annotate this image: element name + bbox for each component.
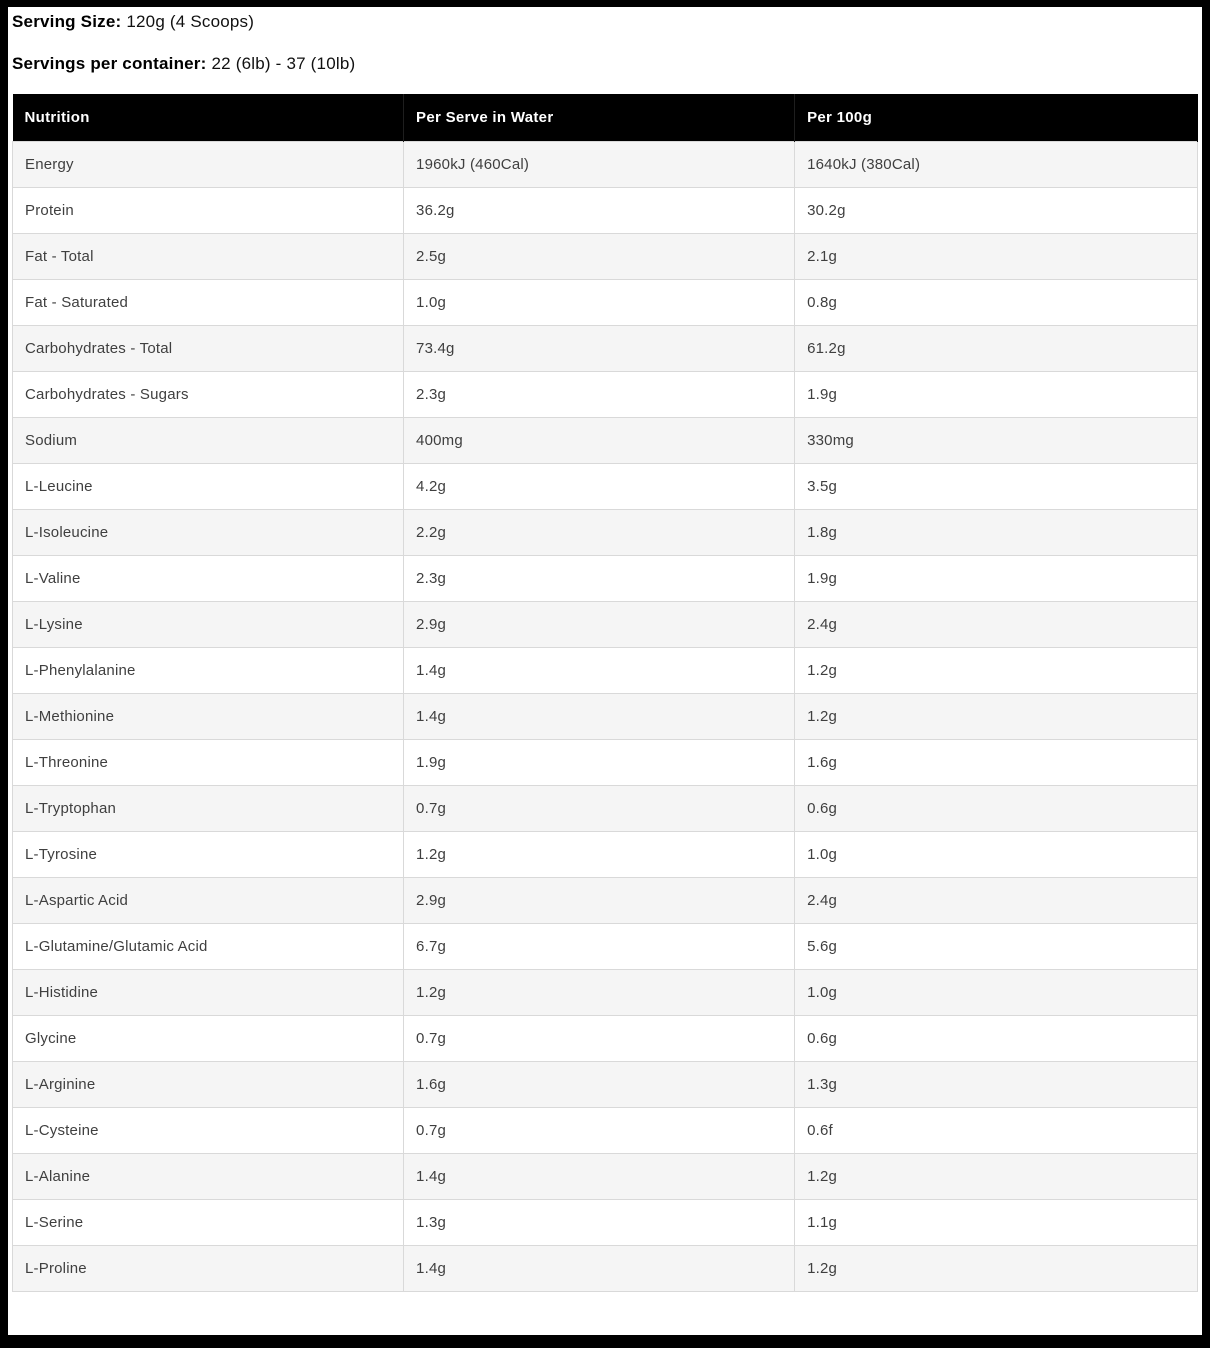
cell-per-100g: 5.6g [795, 923, 1198, 969]
cell-per-100g: 1.2g [795, 693, 1198, 739]
cell-nutrient: Energy [13, 141, 404, 187]
cell-nutrient: L-Arginine [13, 1061, 404, 1107]
cell-nutrient: L-Valine [13, 555, 404, 601]
cell-per-serve-in-water: 6.7g [404, 923, 795, 969]
cell-per-100g: 1.9g [795, 371, 1198, 417]
table-row [13, 371, 1198, 417]
cell-nutrient: L-Phenylalanine [13, 647, 404, 693]
cell-nutrient: Protein [13, 187, 404, 233]
table-row [13, 785, 1198, 831]
table-row [13, 693, 1198, 739]
cell-per-serve-in-water: 1.2g [404, 969, 795, 1015]
cell-per-100g: 1.8g [795, 509, 1198, 555]
cell-per-100g: 1.0g [795, 969, 1198, 1015]
cell-per-serve-in-water: 1.9g [404, 739, 795, 785]
cell-per-serve-in-water: 2.9g [404, 601, 795, 647]
table-row [13, 1245, 1198, 1291]
table-row [13, 1015, 1198, 1061]
cell-per-100g: 330mg [795, 417, 1198, 463]
cell-per-serve-in-water: 1.4g [404, 1245, 795, 1291]
cell-per-serve-in-water: 1.4g [404, 1153, 795, 1199]
table-row [13, 1061, 1198, 1107]
cell-per-serve-in-water: 73.4g [404, 325, 795, 371]
cell-nutrient: L-Tryptophan [13, 785, 404, 831]
cell-per-serve-in-water: 2.3g [404, 371, 795, 417]
cell-per-serve-in-water: 1.0g [404, 279, 795, 325]
cell-nutrient: L-Threonine [13, 739, 404, 785]
table-row [13, 739, 1198, 785]
table-row [13, 463, 1198, 509]
cell-nutrient: L-Lysine [13, 601, 404, 647]
cell-per-serve-in-water: 2.5g [404, 233, 795, 279]
cell-per-100g: 1.2g [795, 1245, 1198, 1291]
servings-per-container-line [12, 53, 1198, 75]
table-row [13, 1153, 1198, 1199]
cell-per-serve-in-water: 4.2g [404, 463, 795, 509]
cell-nutrient: L-Cysteine [13, 1107, 404, 1153]
cell-per-serve-in-water: 0.7g [404, 785, 795, 831]
cell-per-serve-in-water: 1.4g [404, 647, 795, 693]
cell-per-100g: 0.6g [795, 785, 1198, 831]
cell-per-100g: 1.1g [795, 1199, 1198, 1245]
cell-per-serve-in-water: 0.7g [404, 1015, 795, 1061]
table-row [13, 325, 1198, 371]
nutrition-table [12, 94, 1198, 1292]
servings-per-container-value: 22 (6lb) - 37 (10lb) [211, 54, 356, 73]
cell-nutrient: L-Leucine [13, 463, 404, 509]
cell-per-serve-in-water: 1.6g [404, 1061, 795, 1107]
serving-size-line [12, 11, 1198, 33]
cell-nutrient: L-Methionine [13, 693, 404, 739]
column-header-nutrition: Nutrition [13, 94, 404, 141]
cell-per-100g: 1.0g [795, 831, 1198, 877]
cell-nutrient: Carbohydrates - Sugars [13, 371, 404, 417]
cell-per-serve-in-water: 1.2g [404, 831, 795, 877]
cell-per-100g: 61.2g [795, 325, 1198, 371]
cell-per-serve-in-water: 36.2g [404, 187, 795, 233]
cell-per-serve-in-water: 2.2g [404, 509, 795, 555]
cell-per-serve-in-water: 1960kJ (460Cal) [404, 141, 795, 187]
cell-nutrient: L-Proline [13, 1245, 404, 1291]
cell-per-100g: 30.2g [795, 187, 1198, 233]
table-row [13, 831, 1198, 877]
cell-nutrient: L-Aspartic Acid [13, 877, 404, 923]
cell-nutrient: L-Histidine [13, 969, 404, 1015]
column-header-per-serve-in-water: Per Serve in Water [404, 94, 795, 141]
servings-per-container-label: Servings per container: [12, 54, 207, 73]
table-row [13, 141, 1198, 187]
cell-nutrient: Fat - Saturated [13, 279, 404, 325]
cell-per-100g: 1.6g [795, 739, 1198, 785]
cell-per-100g: 2.4g [795, 601, 1198, 647]
cell-per-100g: 2.4g [795, 877, 1198, 923]
table-row [13, 1199, 1198, 1245]
cell-per-serve-in-water: 0.7g [404, 1107, 795, 1153]
nutrition-panel [8, 7, 1202, 1335]
cell-per-100g: 2.1g [795, 233, 1198, 279]
cell-nutrient: L-Isoleucine [13, 509, 404, 555]
table-row [13, 877, 1198, 923]
table-row [13, 509, 1198, 555]
cell-nutrient: L-Tyrosine [13, 831, 404, 877]
cell-per-100g: 1640kJ (380Cal) [795, 141, 1198, 187]
cell-per-100g: 1.2g [795, 1153, 1198, 1199]
cell-nutrient: Carbohydrates - Total [13, 325, 404, 371]
cell-nutrient: L-Serine [13, 1199, 404, 1245]
serving-size-value: 120g (4 Scoops) [126, 12, 255, 31]
table-row [13, 969, 1198, 1015]
cell-per-serve-in-water: 2.3g [404, 555, 795, 601]
cell-per-serve-in-water: 2.9g [404, 877, 795, 923]
cell-nutrient: L-Alanine [13, 1153, 404, 1199]
cell-nutrient: Fat - Total [13, 233, 404, 279]
cell-nutrient: Glycine [13, 1015, 404, 1061]
table-row [13, 647, 1198, 693]
column-header-per-100g: Per 100g [795, 94, 1198, 141]
cell-per-serve-in-water: 400mg [404, 417, 795, 463]
serving-size-label: Serving Size: [12, 12, 122, 31]
cell-per-100g: 0.6g [795, 1015, 1198, 1061]
cell-per-100g: 1.3g [795, 1061, 1198, 1107]
cell-per-100g: 1.2g [795, 647, 1198, 693]
cell-nutrient: Sodium [13, 417, 404, 463]
cell-per-100g: 0.8g [795, 279, 1198, 325]
cell-per-serve-in-water: 1.3g [404, 1199, 795, 1245]
table-row [13, 601, 1198, 647]
table-row [13, 555, 1198, 601]
cell-per-serve-in-water: 1.4g [404, 693, 795, 739]
table-row [13, 1107, 1198, 1153]
table-header-row [13, 94, 1198, 141]
cell-per-100g: 0.6f [795, 1107, 1198, 1153]
cell-per-100g: 1.9g [795, 555, 1198, 601]
table-row [13, 279, 1198, 325]
table-row [13, 417, 1198, 463]
table-row [13, 233, 1198, 279]
table-row [13, 187, 1198, 233]
table-row [13, 923, 1198, 969]
cell-nutrient: L-Glutamine/Glutamic Acid [13, 923, 404, 969]
cell-per-100g: 3.5g [795, 463, 1198, 509]
